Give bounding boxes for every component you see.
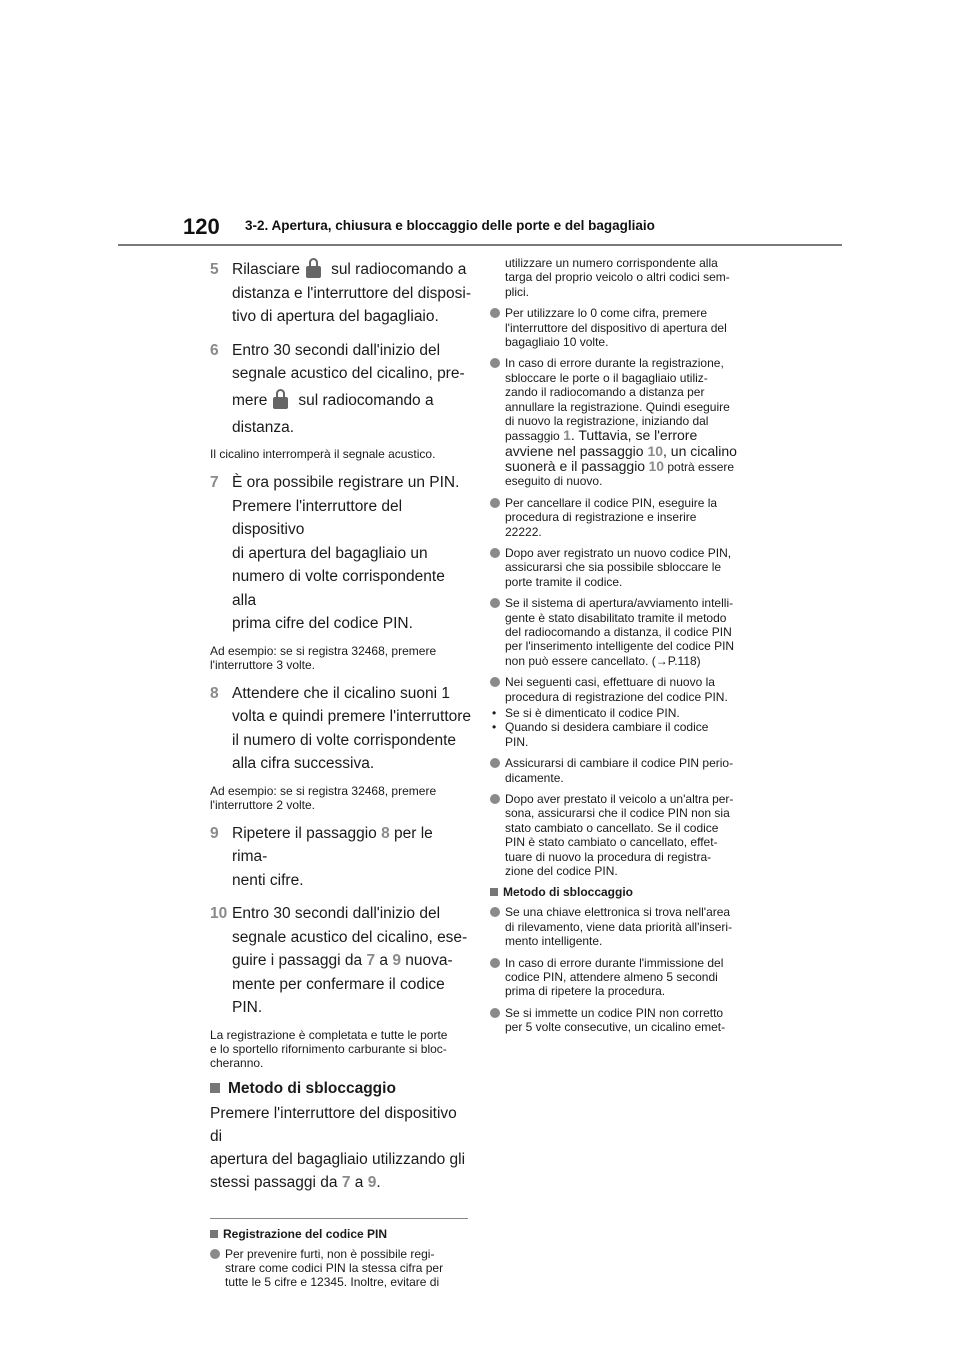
text-line: utilizzare un numero corrispondente alla [505,256,718,270]
step-text: distanza e l'interruttore del disposi- [232,284,472,302]
bullet-line: tutte le 5 cifre e 12345. Inoltre, evitare di [225,1275,440,1290]
step-text: sul radiocomando a [298,391,434,409]
bullet-line: annullare la registrazione. Quindi eseguire [505,399,730,414]
bullet-line: procedura di registrazione del codice PIN. [505,689,728,704]
bullet-text: suonerà e il passaggio [505,457,646,474]
info-bullet [490,496,758,539]
step-text: tivo di apertura del bagagliaio. [232,308,439,325]
bullet-line: per 5 volte consecutive, un cicalino emet- [505,1020,726,1035]
step-text: Premere l'interruttore del dispositivo [232,497,403,538]
step-text: il numero di volte corrispondente [232,731,457,749]
heading-text: Registrazione del codice PIN [223,1226,388,1241]
bullet-line: dicamente. [505,770,564,785]
step-text: mere [232,391,268,409]
bullet-line: mento intelligente. [505,934,603,949]
sub-item-text: PIN. [505,734,529,749]
bullet-text: . Tuttavia, se l'errore [570,427,698,444]
step-6 [210,339,472,440]
step-reference: 8 [381,824,390,842]
bullet-line: assicurarsi che sia possibile sbloccare le [505,560,722,575]
step-reference: 9 [392,952,401,969]
text-line: plici. [505,284,530,299]
step-reference: 10 [648,457,665,474]
info-bullet [490,956,758,999]
bullet-line: Se il sistema di apertura/avviamento intelli- [505,596,734,611]
info-bullet [490,756,758,785]
bullet-line: strare come codici PIN la stessa cifra per [225,1260,444,1275]
section-body [210,1102,472,1194]
bullet-line: 22222. [505,524,542,539]
bullet-text: passaggio [505,429,560,444]
bullet-line: Per prevenire furti, non è possibile regi- [225,1246,435,1261]
step-7 [210,471,472,636]
step-10 [210,902,472,1020]
step-text: di apertura del bagagliaio un [232,544,428,562]
bullet-line: tuare di nuovo la procedura di registra- [505,849,712,864]
right-column [490,256,758,1042]
page-number: 120 [183,214,220,239]
step-number: 8 [210,684,219,702]
note-line: Ad esempio: se si registra 32468, premere [210,783,437,798]
bullet-line: Dopo aver registrato un nuovo codice PIN, [505,545,732,560]
bullet-line: codice PIN, attendere almeno 5 secondi [505,970,718,985]
step-text: nenti cifre. [232,871,304,889]
bullet-line: prima di ripetere la procedura. [505,984,666,999]
heading-text: Metodo di sbloccaggio [503,885,634,900]
bullet-line: di nuovo la registrazione, iniziando dal [505,414,709,429]
square-marker-icon [490,888,498,896]
step-text: per le rima- [232,824,433,865]
heading-text: Metodo di sbloccaggio [228,1079,396,1097]
bullet-line: gente è stato disabilitato tramite il metodo [505,610,727,625]
step-reference: 7 [366,952,376,969]
bullet-line: di rilevamento, viene data priorità all'inseri- [505,919,733,934]
bullet-dot-icon [490,958,500,968]
step-reference: 9 [367,1173,377,1191]
bullet-line: l'interruttore del dispositivo di apertura del [505,320,727,335]
bullet-line: per l'inserimento intelligente del codice PIN [505,639,735,654]
bullet-line: eseguito di nuovo. [505,474,603,489]
bullet-dot-icon [490,598,500,608]
section-heading [210,1080,472,1098]
sub-list [490,706,758,749]
step-text: Ripetere il passaggio [232,824,377,842]
bullet-line: porte tramite il codice. [505,574,623,589]
info-bullet [490,306,758,349]
note-text [210,1028,472,1070]
info-heading [490,885,758,899]
bullet-dot-icon [490,308,500,318]
square-marker-icon [210,1083,220,1093]
bullet-line: del radiocomando a distanza, il codice PIN [505,624,732,639]
bullet-line: In caso di errore durante la registrazione, [505,356,724,371]
bullet-line: sona, assicurarsi che il codice PIN non sia [505,806,730,821]
step-number: 6 [210,341,219,359]
step-text: volta e quindi premere l'interruttore [232,708,472,725]
note-text [210,644,472,672]
bullet-dot-icon [210,1249,220,1259]
step-text: sul radiocomando a [331,261,467,278]
bullet-line: In caso di errore durante l'immissione del [505,955,724,970]
bullet-line: Per cancellare il codice PIN, eseguire la [505,495,718,510]
bullet-line: zando il radiocomando a distanza per [505,385,705,400]
section-divider [210,1218,468,1219]
step-reference: 7 [341,1173,351,1191]
bullet-dot-icon [490,1008,500,1018]
note-line: Ad esempio: se si registra 32468, premere [210,643,437,658]
note-text [210,784,472,812]
info-bullet [210,1247,472,1290]
bullet-line: bagagliaio 10 volte. [505,335,609,350]
step-text: Entro 30 secondi dall'inizio del [232,905,441,922]
bullet-dot-icon [490,907,500,917]
step-text: segnale acustico del cicalino, ese- [232,928,468,946]
step-text: Entro 30 secondi dall'inizio del [232,341,441,359]
sub-item-text: Quando si desidera cambiare il codice [505,720,709,735]
sub-list-item [490,720,758,749]
header-divider [118,244,842,246]
step-9 [210,822,472,893]
bullet-line: sbloccare le porte o il bagagliaio utiliz- [505,370,708,385]
step-text: guire i passaggi da [232,952,363,969]
body-text: . [376,1173,381,1191]
left-column [210,258,472,1297]
note-line: cheranno. [210,1055,264,1070]
body-line: apertura del bagagliaio utilizzando gli [210,1150,466,1168]
bullet-dot-icon [490,794,500,804]
step-text: nuova- [405,952,453,969]
step-text: numero di volte corrispondente alla [232,568,445,609]
note-line: e lo sportello rifornimento carburante si bloc- [210,1041,447,1056]
bullet-dot-icon [490,358,500,368]
square-marker-icon [210,1230,218,1238]
bullet-line: zione del codice PIN. [505,864,618,879]
bullet-dot-icon [490,758,500,768]
bullet-text: avviene nel passaggio [505,442,644,459]
step-5 [210,258,472,329]
body-text: stessi passaggi da [210,1173,338,1191]
step-reference: 1 [563,427,571,444]
step-number: 9 [210,824,219,842]
body-line: Premere l'interruttore del dispositivo di [210,1104,457,1145]
note-line: La registrazione è completata e tutte le porte [210,1027,448,1042]
bullet-line: Se una chiave elettronica si trova nell'area [505,905,731,920]
step-number: 5 [210,261,219,278]
step-text: mente per confermare il codice PIN. [232,975,445,1016]
bullet-line: Nei seguenti casi, effettuare di nuovo la [505,675,715,690]
lock-icon [306,258,321,279]
sub-list-item [490,706,758,720]
bullet-line: non può essere cancellato. (→P.118) [505,653,701,668]
bullet-dot-icon [490,677,500,687]
bullet-text: potrà essere [667,459,735,474]
info-bullet [490,675,758,704]
bullet-line: stato cambiato o cancellato. Se il codice [505,820,719,835]
step-number: 10 [210,905,228,922]
continued-text [490,256,758,299]
bullet-line: Per utilizzare lo 0 come cifra, premere [505,306,708,321]
step-text: Attendere che il cicalino suoni 1 [232,684,450,702]
info-heading [210,1227,472,1241]
step-reference: 10 [647,442,664,459]
step-text: distanza. [232,418,295,436]
body-text: a [354,1173,364,1191]
bullet-line: Dopo aver prestato il veicolo a un'altra per- [505,792,734,806]
bullet-marker: • [492,705,497,720]
step-text: prima cifre del codice PIN. [232,615,413,632]
bullet-marker: • [492,720,497,735]
bullet-line: Se si immette un codice PIN non corretto [505,1005,724,1020]
info-bullet [490,356,758,488]
lock-icon [273,389,288,410]
step-8 [210,682,472,776]
step-text: segnale acustico del cicalino, pre- [232,365,465,382]
step-text: a [379,952,388,969]
bullet-dot-icon [490,498,500,508]
info-bullet [490,905,758,948]
note-line: l'interruttore 2 volte. [210,797,316,812]
bullet-line: PIN è stato cambiato o cancellato, effet- [505,835,718,850]
bullet-dot-icon [490,548,500,558]
bullet-line: Assicurarsi di cambiare il codice PIN perio- [505,756,734,771]
step-number: 7 [210,474,219,491]
info-bullet [490,1006,758,1035]
bullet-text: , un cicalino [663,442,737,459]
note-text: Il cicalino interromperà il segnale acustico. [210,447,436,461]
bullet-line: procedura di registrazione e inserire [505,510,697,525]
info-bullet [490,596,758,668]
info-bullet [490,546,758,589]
info-bullet [490,792,758,878]
sub-item-text: Se si è dimenticato il codice PIN. [505,705,680,720]
step-text: alla cifra successiva. [232,755,375,772]
text-line: targa del proprio veicolo o altri codici sem- [505,270,730,285]
note-line: l'interruttore 3 volte. [210,657,316,672]
page-header-title: 3-2. Apertura, chiusura e bloccaggio delle porte e del bagagliaio [245,218,655,233]
step-text: È ora possibile registrare un PIN. [232,474,460,491]
step-text: Rilasciare [232,261,301,278]
